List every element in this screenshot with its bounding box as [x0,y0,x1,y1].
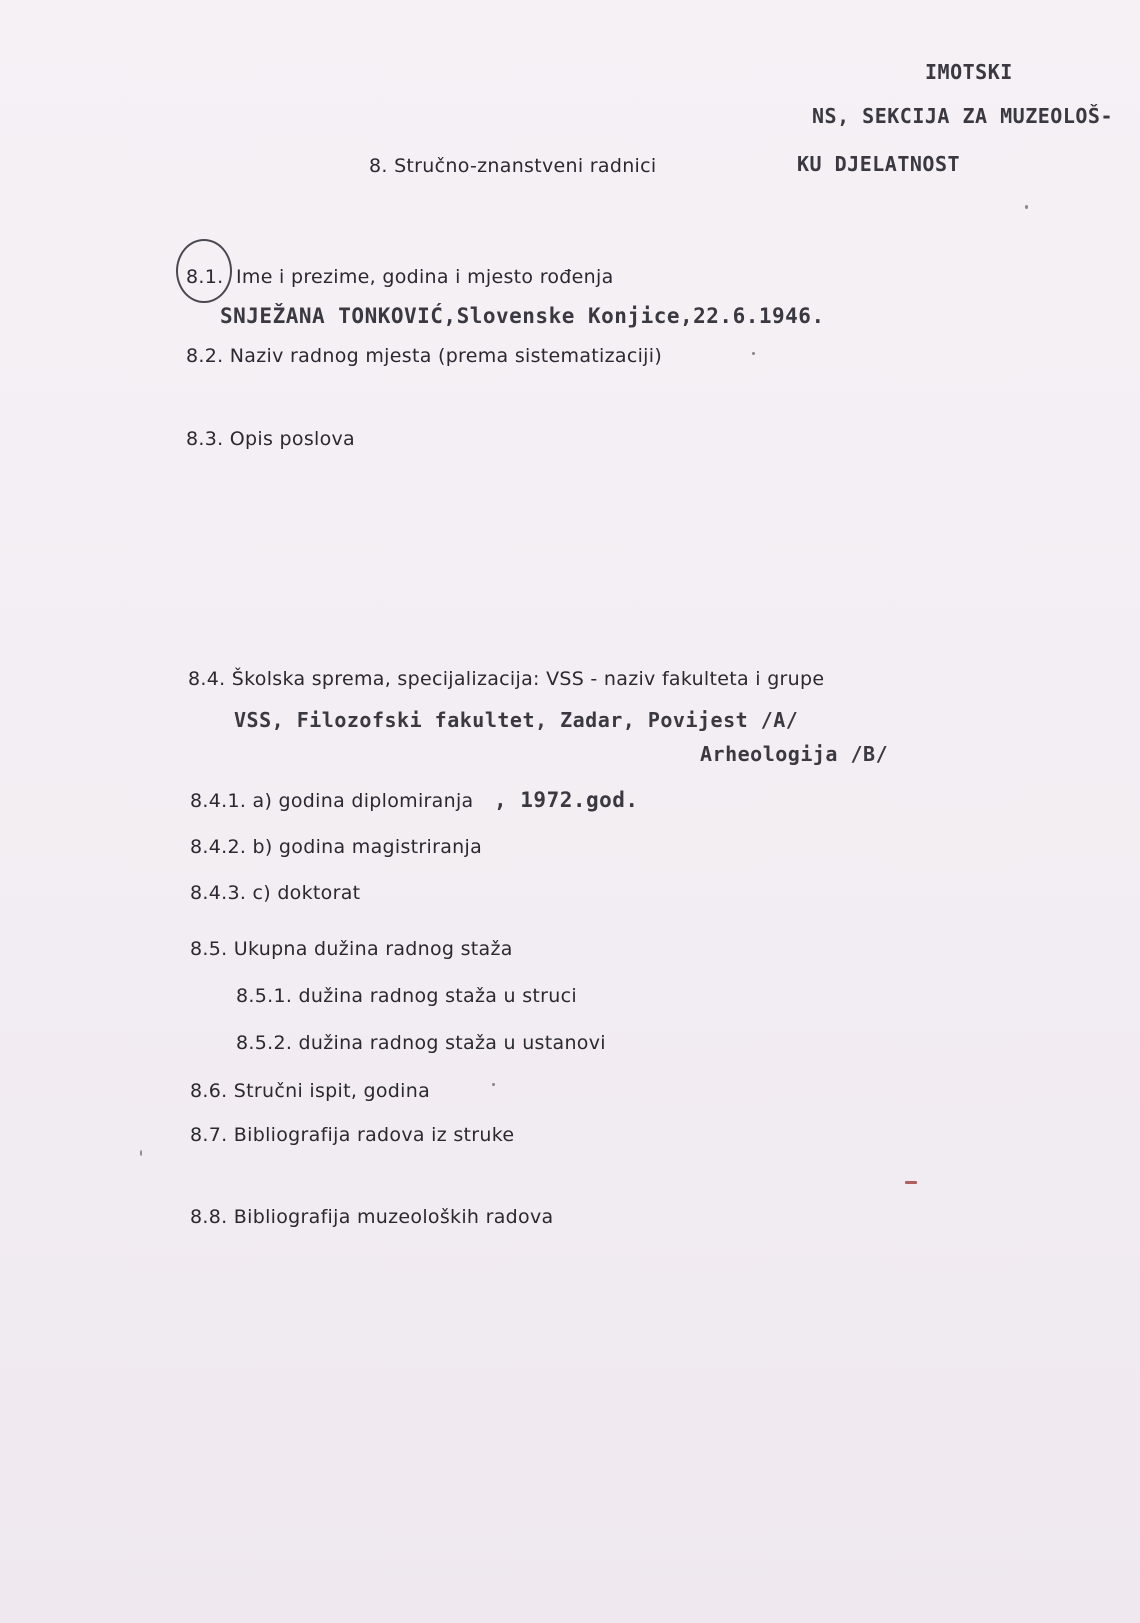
field-8-4-1-value: , 1972.god. [494,788,639,812]
paper-speck [1025,205,1028,209]
paper-speck [140,1150,142,1156]
field-8-5: 8.5. Ukupna dužina radnog staža [190,938,513,960]
paper-speck [905,1181,917,1184]
field-8-7: 8.7. Bibliografija radova iz struke [190,1124,515,1146]
field-8-8: 8.8. Bibliografija muzeoloških radova [190,1206,554,1228]
paper-speck [492,1083,495,1086]
field-8-1-label: Ime i prezime, godina i mjesto rođenja [236,266,614,288]
field-8-1-value: SNJEŽANA TONKOVIĆ,Slovenske Konjice,22.6.1946. [220,304,825,328]
field-8-1-number: 8.1. [186,266,224,288]
field-8-4: 8.4. Školska sprema, specijalizacija: VSS - naziv fakulteta i grupe [188,668,825,690]
field-8-4-value-2: Arheologija /B/ [700,742,889,766]
header-line-1: IMOTSKI [925,60,1013,84]
field-8-4-value-1: VSS, Filozofski fakultet, Zadar, Povijest /A/ [234,708,799,732]
field-8-6: 8.6. Stručni ispit, godina [190,1080,431,1102]
field-8-3: 8.3. Opis poslova [186,428,356,450]
field-8-2: 8.2. Naziv radnog mjesta (prema sistematizaciji) [186,345,663,367]
header-line-3: KU DJELATNOST [797,152,961,176]
field-8-5-2: 8.5.2. dužina radnog staža u ustanovi [236,1032,606,1054]
field-8-5-1: 8.5.1. dužina radnog staža u struci [236,985,577,1007]
field-8-4-3: 8.4.3. c) doktorat [190,882,361,904]
header-line-2: NS, SEKCIJA ZA MUZEOLOŠ- [812,104,1113,128]
field-8-4-2: 8.4.2. b) godina magistriranja [190,836,483,858]
section-title: 8. Stručno-znanstveni radnici [369,155,657,177]
field-8-4-1-label: 8.4.1. a) godina diplomiranja [190,790,474,812]
paper-speck [752,352,755,355]
